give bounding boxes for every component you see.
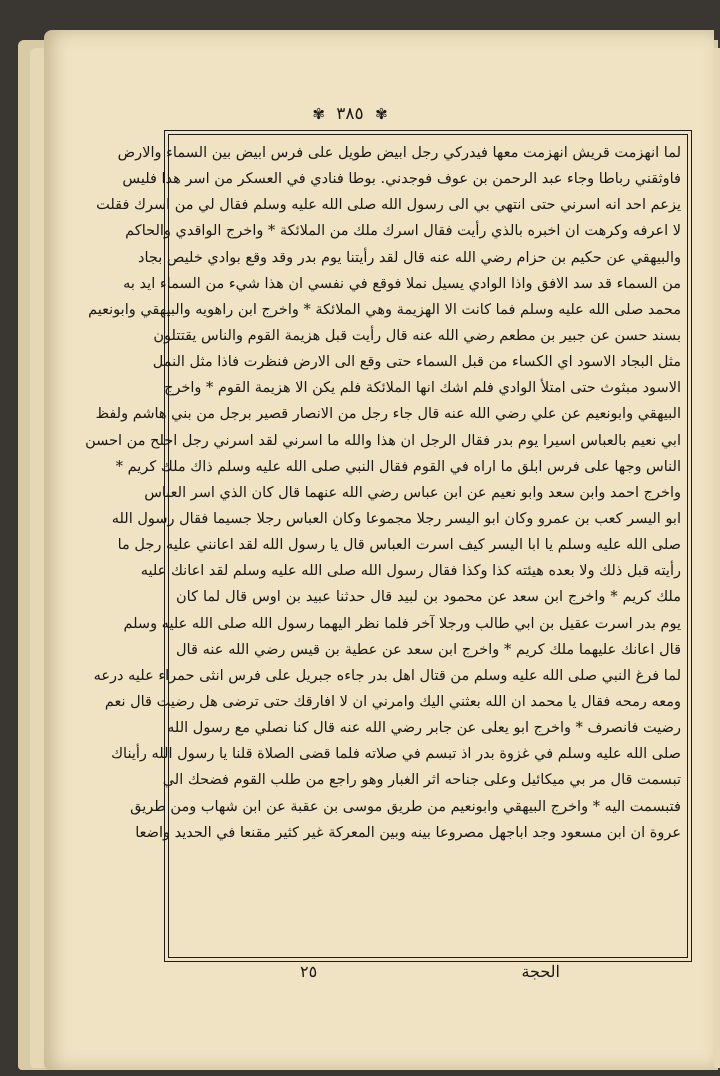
text-block [85,140,681,952]
text-line: لما فرغ النبي صلى الله عليه وسلم من قتال اهل بدر جاءه جبريل على فرس انثى حمراء عليه درعه [93,667,681,684]
ornament-icon: ✾ [312,105,325,123]
text-line: فاوثقني رباطا وجاء عبد الرحمن بن عوف فوجدني. بوطا فنادي في العسكر من اسر هذا فليس [122,171,681,188]
text-line: يزعم احد انه اسرني حتى انتهي بي الى رسول الله صلى الله عليه وسلم فقال لي من اسرك فقلت [96,197,681,214]
page-footer [300,962,560,981]
text-line: لا اعرفه وكرهت ان اخبره بالذي رأيت فقال اسرك ملك من الملائكة * واخرج الواقدي والحاكم [125,223,681,240]
text-line: صلى الله عليه وسلم في غزوة بدر اذ تبسم في صلاته فلما قضى الصلاة قلنا يا رسول الله رأيناك [111,746,681,763]
catchword: الحجة [521,962,560,981]
text-line: محمد صلى الله عليه وسلم فما كانت الا الهزيمة وهي الملائكة * واخرج ابن راهويه والبيهقي وابونعيم [88,301,681,318]
page-number: ٣٨٥ [336,104,364,124]
text-line: والبيهقي عن حكيم بن حزام رضي الله عنه قال لقد رأيتنا يوم بدر وقد وقع بوادي خليص بجاد [138,249,681,266]
text-line: بسند حسن عن جبير بن مطعم رضي الله عنه قال رأيت قبل هزيمة القوم والناس يقتتلون [153,327,681,344]
text-line: رضيت فانصرف * واخرج ابو يعلى عن جابر رضي الله عنه قال كنا نصلي مع رسول الله [167,720,681,737]
text-line: ابي نعيم بالعباس اسيرا يوم بدر فقال الرجل ان هذا والله ما اسرني لقد اسرني رجل اجلح من احسن [85,432,681,449]
text-line: ملك كريم * واخرج ابن سعد عن محمود بن لبيد قال حدثنا عبيد بن اوس قال لما كان [176,589,681,606]
text-line: قال اعانك عليهما ملك كريم * واخرج ابن سعد عن عطية بن قيس رضي الله عنه قال [176,641,681,658]
page-header [0,104,700,124]
text-line: لما انهزمت قريش انهزمت معها فيدركي رجل ابيض طويل على فرس ابيض بين السماء والارض [117,145,681,161]
text-line: فتبسمت اليه * واخرج البيهقي وابونعيم من طريق موسى بن عقبة عن ابن شهاب ومن طريق [130,798,681,815]
text-line: من السماء قد سد الافق واذا الوادي يسيل نملا فوقع في نفسي ان هذا شيء من السماء ايد به [123,275,681,292]
text-line: واخرج احمد وابن سعد وابو نعيم عن ابن عباس رضي الله عنهما قال كان الذي اسر العباس [144,484,681,501]
text-line: مثل البجاد الاسود اي الكساء من قبل السماء حتى وقع الى الارض فنظرت فاذا مثل النمل [152,354,681,371]
text-line: الناس وجها على فرس ابلق ما اراه في القوم فقال النبي صلى الله عليه وسلم ذاك ملك كريم * [115,458,681,475]
text-line: ومعه رمحه فقال يا محمد ان الله بعثني اليك وامرني ان لا افارقك حتى ترضى هل رضيت قال نعم [104,693,681,710]
text-line: صلى الله عليه وسلم يا ابا اليسر كيف اسرت العباس قال يا رسول الله لقد اعانني عليه رجل ما [117,537,681,554]
text-line: البيهقي وابونعيم عن علي رضي الله عنه قال جاء رجل من الانصار قصير برجل من بني هاشم ولفظ [95,406,681,423]
text-line: عروة ان ابن مسعود وجد اباجهل مصروعا بينه وبين المعركة غير كثير مقنعا في الحديد واضعا [135,824,681,841]
signature-mark: ٢٥ [300,962,318,981]
text-line: الاسود مبثوث حتى امتلأ الوادي فلم اشك انها الملائكة فلم يكن الا هزيمة القوم * واخرج [164,380,681,397]
text-line: ابو اليسر كعب بن عمرو وكان ابو اليسر رجلا مجموعا وكان العباس رجلا جسيما فقال رسول الله [111,510,681,527]
ornament-icon: ✾ [375,105,388,123]
text-line: تبسمت قال مر بي ميكائيل وعلى جناحه اثر الغبار وهو راجع من طلب القوم فضحك الي [162,772,681,789]
text-line: يوم بدر اسرت عقيل بن ابي طالب ورجلا آخر فلما نظر اليهما رسول الله صلى الله عليه وسلم [123,615,681,632]
text-line: رأيته قبل ذلك ولا بعده هيئته كذا وكذا فقال رسول الله صلى الله عليه وسلم لقد اعانك عليه [140,563,681,580]
